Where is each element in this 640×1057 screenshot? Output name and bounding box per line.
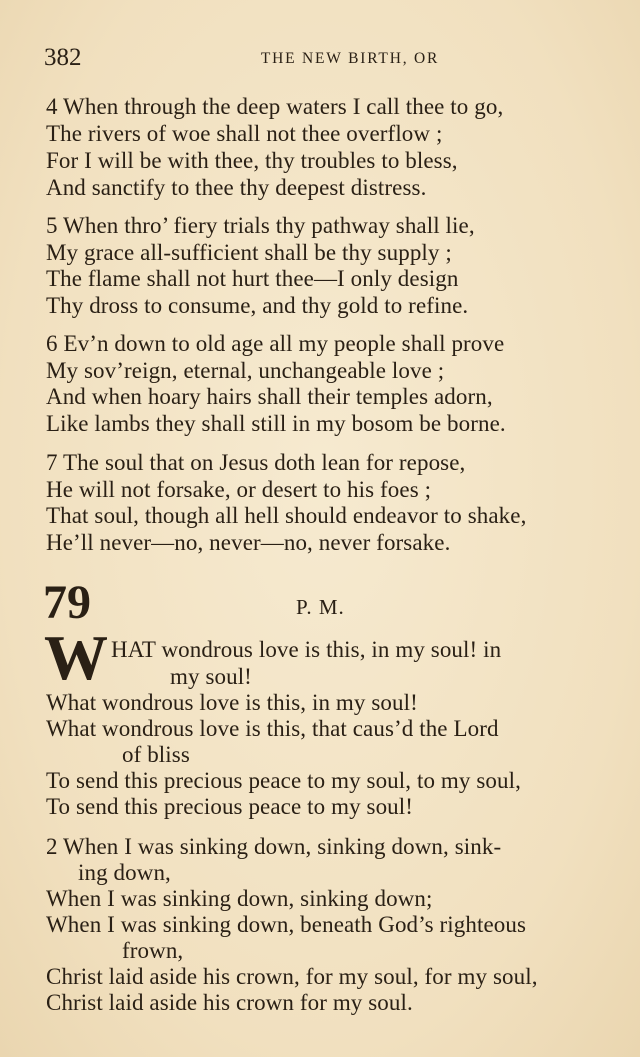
verse-line: When I was sinking down, sinking down; <box>46 886 433 911</box>
verse-line: my soul! <box>170 664 252 689</box>
verse-line: 2 When I was sinking down, sinking down, sink- <box>46 834 502 859</box>
verse-line: To send this precious peace to my soul, to my soul, <box>46 768 521 793</box>
verse-line: 6 Ev’n down to old age all my people shall prove <box>46 331 505 356</box>
verse-line: What wondrous love is this, in my soul! <box>46 690 418 715</box>
drop-cap-letter: W <box>44 622 108 693</box>
hymn-number: 79 <box>43 576 91 629</box>
verse-line: Christ laid aside his crown, for my soul, for my soul, <box>46 964 538 989</box>
verse-line: frown, <box>122 938 184 963</box>
verse-line: And when hoary hairs shall their temples adorn, <box>46 384 493 409</box>
verse-line: HAT wondrous love is this, in my soul! in <box>111 637 502 662</box>
verse-line: 5 When thro’ fiery trials thy pathway shall lie, <box>46 213 475 238</box>
running-title: THE NEW BIRTH, OR <box>260 50 440 67</box>
verse-line: To send this precious peace to my soul! <box>46 794 414 819</box>
verse-line: He will not forsake, or desert to his foes ; <box>46 477 432 502</box>
verse-line: The flame shall not hurt thee—I only design <box>46 266 459 291</box>
verse-line: My grace all-sufficient shall be thy supply ; <box>46 240 452 265</box>
verse-line: When I was sinking down, beneath God’s righteous <box>46 912 527 937</box>
verse-line: ing down, <box>78 860 171 885</box>
verse-line: My sov’reign, eternal, unchangeable love ; <box>46 358 445 383</box>
verse-line: He’ll never—no, never—no, never forsake. <box>46 530 451 555</box>
hymn-meter: P. M. <box>296 595 345 619</box>
verse-line: And sanctify to thee thy deepest distress. <box>46 175 427 200</box>
verse-line: 4 When through the deep waters I call thee to go, <box>46 94 504 119</box>
verse-line: What wondrous love is this, that caus’d the Lord <box>46 716 499 741</box>
verse-line: For I will be with thee, thy troubles to bless, <box>46 148 458 173</box>
verse-line: That soul, though all hell should endeavor to shake, <box>46 503 527 528</box>
verse-line: of bliss <box>122 742 190 767</box>
verse-line: Christ laid aside his crown for my soul. <box>46 990 413 1015</box>
verse-line: 7 The soul that on Jesus doth lean for repose, <box>46 450 466 475</box>
page-number: 382 <box>44 44 82 71</box>
verse-line: Thy dross to consume, and thy gold to refine. <box>46 293 469 318</box>
verse-line: Like lambs they shall still in my bosom be borne. <box>46 411 506 436</box>
verse-line: The rivers of woe shall not thee overflow ; <box>46 121 443 146</box>
page-header <box>44 44 600 74</box>
